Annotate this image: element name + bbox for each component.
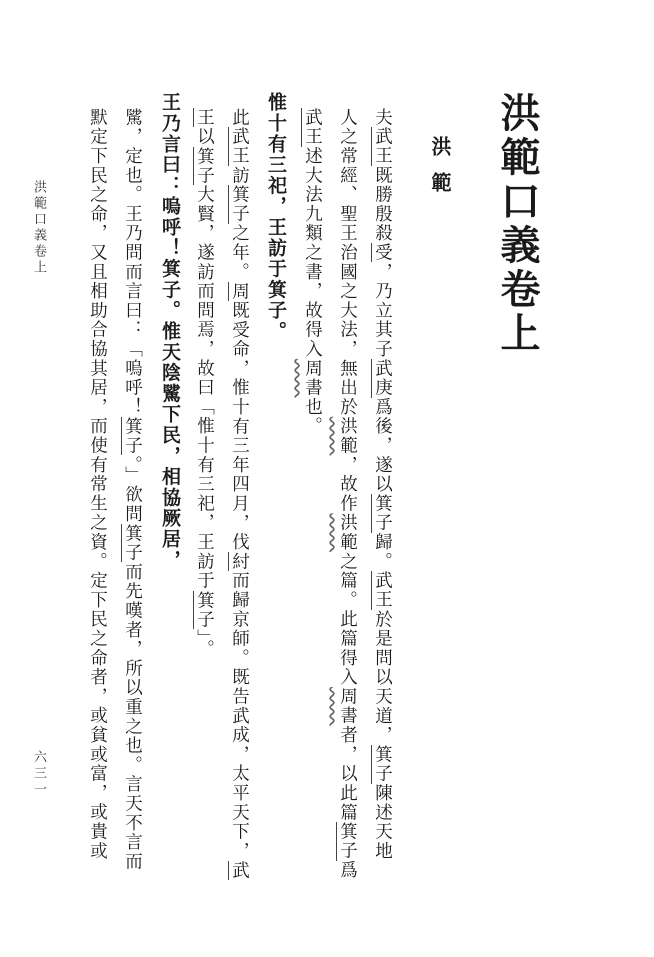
proper-name: 武王 bbox=[302, 108, 323, 147]
text-column bbox=[195, 108, 213, 659]
proper-name: 紂 bbox=[229, 551, 250, 572]
text-segment: 王乃言曰：嗚呼！箕子。惟天陰騭下民，相協厥居， bbox=[159, 92, 181, 571]
text-segment: 以 bbox=[194, 127, 215, 147]
text-segment: 爲後，遂以 bbox=[372, 397, 393, 495]
proper-name: 箕子 bbox=[372, 744, 393, 784]
proper-name: 箕子 bbox=[122, 523, 143, 563]
text-segment: 騭，定也。 bbox=[122, 108, 143, 205]
text-segment: 歸。 bbox=[372, 532, 393, 572]
proper-name: 武王 bbox=[229, 127, 250, 166]
text-segment: 訪 bbox=[229, 165, 250, 186]
book-title: 洪範 bbox=[337, 513, 358, 552]
text-segment: ，故作 bbox=[337, 455, 358, 514]
text-segment: ，乃立其子 bbox=[372, 262, 393, 359]
text-segment: 此 bbox=[229, 108, 250, 128]
proper-name: 武 bbox=[229, 860, 250, 881]
proper-name: 王 bbox=[194, 108, 215, 128]
text-segment: 而先嘆者，所以重之也。言天不言而 bbox=[122, 562, 143, 872]
book-title: 周書 bbox=[302, 358, 323, 398]
running-header: 洪範口義卷上 bbox=[31, 180, 46, 276]
proper-name: 武王 bbox=[372, 571, 393, 610]
text-column bbox=[160, 92, 179, 570]
text-segment: 之年。 bbox=[229, 223, 250, 282]
text-column bbox=[230, 108, 248, 880]
text-segment: 默定下民之命，又且相助合協其居，而使有常生之資。定下民之命者，或貧或富，或貴或 bbox=[87, 108, 108, 861]
text-column bbox=[88, 108, 106, 861]
text-segment: 大賢，遂訪而問焉，故曰「惟十有三祀，王訪于 bbox=[194, 185, 215, 591]
text-column bbox=[373, 108, 391, 861]
proper-name: 箕子 bbox=[372, 494, 393, 533]
proper-name: 箕子 bbox=[194, 590, 215, 630]
text-segment: 夫 bbox=[372, 108, 393, 128]
text-segment: 者，以此篇 bbox=[337, 725, 358, 823]
text-segment: 。」欲問 bbox=[122, 455, 143, 524]
proper-name: 箕子 bbox=[337, 822, 358, 861]
text-column bbox=[123, 108, 141, 871]
text-segment: 於是問以天道， bbox=[372, 609, 393, 745]
text-segment: 而歸京師。既告武成，太平天下， bbox=[229, 571, 250, 861]
text-segment: 之篇。此篇得入 bbox=[337, 551, 358, 688]
text-segment: 」。 bbox=[194, 629, 215, 660]
text-segment: 惟十有三祀，王訪于箕子。 bbox=[265, 92, 287, 342]
section-subtitle: 洪範 bbox=[428, 136, 452, 208]
page-title: 洪範口義卷上 bbox=[494, 92, 541, 356]
text-segment: 人之常經、聖王治國之大法，無出於 bbox=[337, 108, 358, 417]
text-segment: 既受命，惟十有三年四月，伐 bbox=[229, 301, 250, 552]
page-number: 六三一 bbox=[31, 750, 46, 798]
proper-name: 箕子 bbox=[194, 146, 215, 186]
text-segment: 既勝殷殺 bbox=[372, 165, 393, 244]
proper-name: 箕子 bbox=[229, 185, 250, 224]
text-segment: 王乃問而言曰：「嗚呼！ bbox=[122, 204, 143, 417]
proper-name: 武王 bbox=[372, 127, 393, 166]
text-segment: 述大法九類之書，故得入 bbox=[302, 146, 323, 359]
text-column bbox=[338, 108, 356, 880]
proper-name: 受 bbox=[372, 243, 393, 263]
proper-name: 周 bbox=[229, 281, 250, 302]
text-column bbox=[303, 108, 321, 436]
text-segment: 也。 bbox=[302, 397, 323, 437]
text-segment: 爲 bbox=[337, 860, 358, 881]
text-segment: 陳述天地 bbox=[372, 783, 393, 861]
book-title: 洪範 bbox=[337, 416, 358, 456]
book-title: 周書 bbox=[337, 687, 358, 726]
proper-name: 箕子 bbox=[122, 416, 143, 456]
text-column bbox=[266, 92, 285, 342]
proper-name: 武庚 bbox=[372, 358, 393, 398]
